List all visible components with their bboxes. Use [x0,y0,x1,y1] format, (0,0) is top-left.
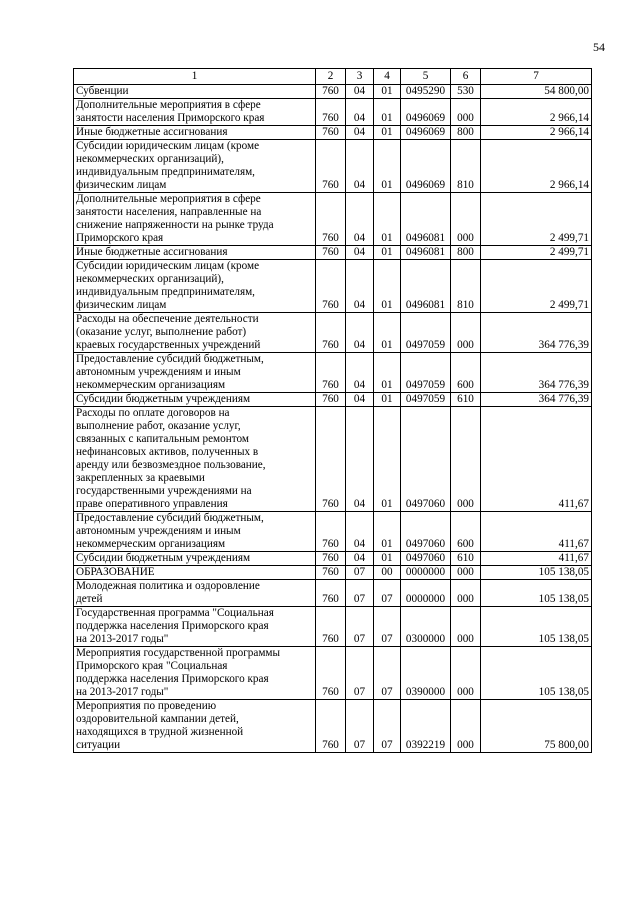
header-col-6: 6 [451,69,481,85]
row-col6-cell: 000 [451,99,481,126]
row-name-cell: Иные бюджетные ассигнования [74,126,316,140]
row-col4-cell: 01 [374,552,401,566]
row-name-cell: Субсидии бюджетным учреждениям [74,393,316,407]
row-col4-cell: 01 [374,512,401,552]
header-col-4: 4 [374,69,401,85]
row-col4-cell: 07 [374,607,401,647]
row-col3-cell: 04 [346,85,374,99]
row-name-cell: Субсидии юридическим лицам (кроме некоммерческих организаций), индивидуальным предпринимателям, физическим лицам [74,260,316,313]
row-col6-cell: 810 [451,260,481,313]
row-col6-cell: 000 [451,700,481,753]
row-name-cell: Предоставление субсидий бюджетным, автономным учреждениям и иным некоммерческим организациям [74,353,316,393]
row-col3-cell: 07 [346,647,374,700]
row-amount-cell: 2 499,71 [481,193,592,246]
row-col3-cell: 07 [346,580,374,607]
header-col-3: 3 [346,69,374,85]
row-col4-cell: 01 [374,407,401,512]
row-amount-cell: 364 776,39 [481,353,592,393]
row-col5-cell: 0497059 [401,353,451,393]
row-col5-cell: 0496069 [401,126,451,140]
row-col3-cell: 07 [346,566,374,580]
row-col4-cell: 01 [374,393,401,407]
row-name-cell: ОБРАЗОВАНИЕ [74,566,316,580]
table-row [74,393,592,407]
table-row [74,607,592,647]
page-number: 54 [593,40,605,54]
row-amount-cell: 411,67 [481,512,592,552]
row-col2-cell: 760 [316,580,346,607]
row-col3-cell: 04 [346,126,374,140]
row-col6-cell: 000 [451,607,481,647]
table-row [74,580,592,607]
row-col5-cell: 0497059 [401,393,451,407]
row-col3-cell: 04 [346,353,374,393]
row-col3-cell: 04 [346,260,374,313]
row-col4-cell: 07 [374,580,401,607]
row-col6-cell: 610 [451,393,481,407]
row-col5-cell: 0300000 [401,607,451,647]
row-col5-cell: 0496081 [401,260,451,313]
row-col6-cell: 600 [451,353,481,393]
row-name-cell: Дополнительные мероприятия в сфере занятости населения Приморского края [74,99,316,126]
row-col4-cell: 01 [374,353,401,393]
budget-table [73,68,592,753]
row-col6-cell: 600 [451,512,481,552]
row-col5-cell: 0496081 [401,193,451,246]
header-col-2: 2 [316,69,346,85]
row-col4-cell: 00 [374,566,401,580]
row-col6-cell: 000 [451,647,481,700]
row-amount-cell: 105 138,05 [481,566,592,580]
row-col2-cell: 760 [316,85,346,99]
header-col-1: 1 [74,69,316,85]
row-col2-cell: 760 [316,607,346,647]
row-col5-cell: 0497059 [401,313,451,353]
row-col4-cell: 07 [374,700,401,753]
row-amount-cell: 411,67 [481,552,592,566]
row-col5-cell: 0497060 [401,552,451,566]
row-amount-cell: 364 776,39 [481,393,592,407]
row-amount-cell: 2 966,14 [481,126,592,140]
row-col5-cell: 0496069 [401,140,451,193]
row-name-cell: Иные бюджетные ассигнования [74,246,316,260]
row-col6-cell: 000 [451,313,481,353]
row-amount-cell: 54 800,00 [481,85,592,99]
row-col4-cell: 01 [374,126,401,140]
row-name-cell: Предоставление субсидий бюджетным, автономным учреждениям и иным некоммерческим организациям [74,512,316,552]
row-name-cell: Мероприятия по проведению оздоровительной кампании детей, находящихся в трудной жизненной ситуации [74,700,316,753]
row-col3-cell: 04 [346,99,374,126]
table-header-row [74,69,592,85]
row-amount-cell: 75 800,00 [481,700,592,753]
row-amount-cell: 2 499,71 [481,246,592,260]
row-amount-cell: 105 138,05 [481,607,592,647]
row-col5-cell: 0496069 [401,99,451,126]
table-row [74,700,592,753]
table-row [74,407,592,512]
row-amount-cell: 105 138,05 [481,580,592,607]
row-col2-cell: 760 [316,126,346,140]
table-row [74,193,592,246]
row-col4-cell: 07 [374,647,401,700]
table-row [74,353,592,393]
row-col2-cell: 760 [316,246,346,260]
row-col3-cell: 07 [346,700,374,753]
table-row [74,246,592,260]
row-name-cell: Дополнительные мероприятия в сфере занятости населения, направленные на снижение напряженности на рынке труда Приморского края [74,193,316,246]
row-name-cell: Расходы на обеспечение деятельности (оказание услуг, выполнение работ) краевых государственных учреждений [74,313,316,353]
row-col4-cell: 01 [374,260,401,313]
row-col6-cell: 000 [451,566,481,580]
row-amount-cell: 2 966,14 [481,140,592,193]
row-name-cell: Субсидии бюджетным учреждениям [74,552,316,566]
row-col5-cell: 0496081 [401,246,451,260]
row-col4-cell: 01 [374,140,401,193]
row-col6-cell: 800 [451,126,481,140]
header-col-7: 7 [481,69,592,85]
row-amount-cell: 105 138,05 [481,647,592,700]
table-row [74,313,592,353]
table-row [74,512,592,552]
row-amount-cell: 411,67 [481,407,592,512]
row-col2-cell: 760 [316,552,346,566]
row-col4-cell: 01 [374,99,401,126]
row-col2-cell: 760 [316,313,346,353]
row-col2-cell: 760 [316,512,346,552]
table-row [74,126,592,140]
row-col6-cell: 000 [451,407,481,512]
row-col3-cell: 04 [346,246,374,260]
row-name-cell: Расходы по оплате договоров на выполнение работ, оказание услуг, связанных с капитальным ремонтом нефинансовых активов, полученных в аренду или безвозмездное пользование, закрепленных за краевыми государственными учреждениями на праве оперативного управления [74,407,316,512]
row-col6-cell: 000 [451,193,481,246]
row-col2-cell: 760 [316,393,346,407]
table-row [74,85,592,99]
table-row [74,260,592,313]
row-name-cell: Субвенции [74,85,316,99]
row-col2-cell: 760 [316,700,346,753]
table-row [74,99,592,126]
row-col5-cell: 0390000 [401,647,451,700]
row-col5-cell: 0497060 [401,512,451,552]
row-name-cell: Мероприятия государственной программы Приморского края "Социальная поддержка населения Приморского края на 2013-2017 годы" [74,647,316,700]
row-col4-cell: 01 [374,85,401,99]
row-col2-cell: 760 [316,353,346,393]
row-col6-cell: 530 [451,85,481,99]
row-col2-cell: 760 [316,566,346,580]
row-col5-cell: 0000000 [401,566,451,580]
row-col2-cell: 760 [316,140,346,193]
row-col4-cell: 01 [374,313,401,353]
header-col-5: 5 [401,69,451,85]
row-col2-cell: 760 [316,260,346,313]
row-col2-cell: 760 [316,193,346,246]
row-col5-cell: 0495290 [401,85,451,99]
row-col5-cell: 0392219 [401,700,451,753]
row-col2-cell: 760 [316,407,346,512]
table-row [74,552,592,566]
row-col3-cell: 04 [346,313,374,353]
row-col4-cell: 01 [374,246,401,260]
row-amount-cell: 364 776,39 [481,313,592,353]
row-col3-cell: 04 [346,407,374,512]
table-row [74,647,592,700]
row-col3-cell: 04 [346,193,374,246]
row-name-cell: Субсидии юридическим лицам (кроме некоммерческих организаций), индивидуальным предпринимателям, физическим лицам [74,140,316,193]
row-col3-cell: 04 [346,552,374,566]
row-name-cell: Государственная программа "Социальная поддержка населения Приморского края на 2013-2017 годы" [74,607,316,647]
row-amount-cell: 2 499,71 [481,260,592,313]
row-col6-cell: 000 [451,580,481,607]
table-row [74,140,592,193]
row-col6-cell: 800 [451,246,481,260]
row-col4-cell: 01 [374,193,401,246]
row-col2-cell: 760 [316,99,346,126]
row-col5-cell: 0497060 [401,407,451,512]
row-col3-cell: 04 [346,140,374,193]
row-name-cell: Молодежная политика и оздоровление детей [74,580,316,607]
row-col3-cell: 04 [346,512,374,552]
row-col2-cell: 760 [316,647,346,700]
row-col3-cell: 07 [346,607,374,647]
table-row [74,566,592,580]
row-col5-cell: 0000000 [401,580,451,607]
row-col6-cell: 610 [451,552,481,566]
row-col6-cell: 810 [451,140,481,193]
row-col3-cell: 04 [346,393,374,407]
row-amount-cell: 2 966,14 [481,99,592,126]
